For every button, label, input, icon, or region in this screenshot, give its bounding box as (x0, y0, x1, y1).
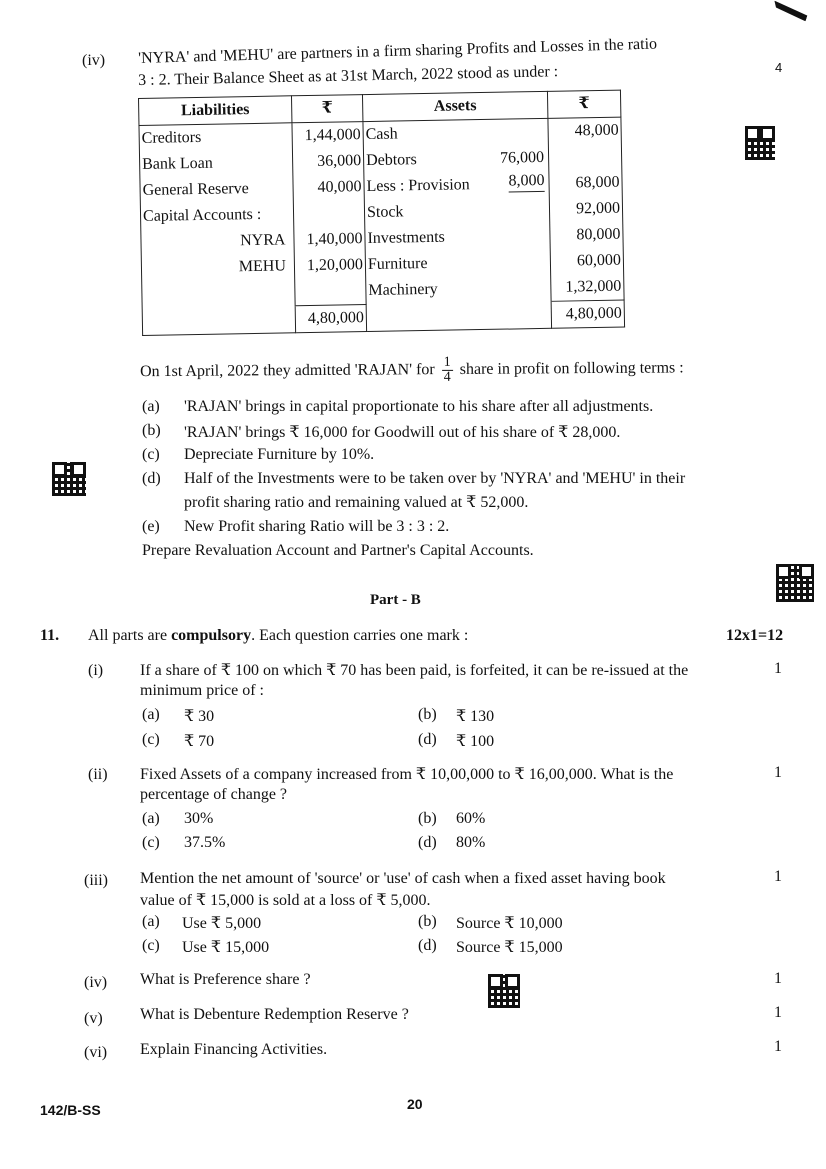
assets-total: 4,80,000 (551, 300, 624, 328)
sub-question-number: (v) (84, 1010, 103, 1027)
rupee-header: ₹ (291, 95, 362, 123)
liability-amount: 1,44,000 (304, 126, 361, 145)
asset-label: Furniture (367, 254, 428, 274)
sub-question-text: value of ₹ 15,000 is sold at a loss of ₹ 5,000. (140, 892, 431, 909)
question-text: 3 : 2. Their Balance Sheet as at 31st March, 2022 stood as under : (138, 63, 559, 89)
question-text (88, 627, 468, 645)
list-item (142, 518, 534, 542)
liability-amount: 40,000 (317, 178, 362, 196)
liabilities-column (139, 123, 295, 309)
liabilities-total: 4,80,000 (295, 305, 366, 333)
admission-intro (140, 354, 684, 387)
option-label: (a) (142, 706, 160, 723)
option-text: Source ₹ 15,000 (456, 939, 563, 956)
term-text: 'RAJAN' brings in capital proportionate to his share after all adjustments. (184, 398, 654, 415)
sub-question-number: (iii) (84, 872, 108, 889)
option-label: (d) (418, 834, 437, 851)
term-text: 'RAJAN' brings ₹ 16,000 for Goodwill out of his share of ₹ 28,000. (184, 424, 621, 441)
sub-question-text: What is Debenture Redemption Reserve ? (140, 1006, 409, 1023)
q11-text-bold: compulsory (171, 627, 252, 644)
question-text: 'NYRA' and 'MEHU' are partners in a firm sharing Profits and Losses in the ratio (138, 35, 658, 67)
admission-terms-list (142, 398, 686, 560)
rupee-header: ₹ (547, 90, 620, 118)
sub-question-mark: 1 (774, 868, 782, 885)
sub-question-text: percentage of change ? (140, 786, 288, 803)
option-label: (b) (418, 913, 437, 930)
fraction-numerator: 1 (442, 356, 453, 371)
asset-amount: 80,000 (576, 225, 621, 244)
instruction-text: Prepare Revaluation Account and Partner's Capital Accounts. (142, 542, 534, 559)
term-text: profit sharing ratio and remaining valued at ₹ 52,000. (184, 494, 529, 511)
option-label: (d) (418, 937, 437, 954)
term-text: Half of the Investments were to be taken over by 'NYRA' and 'MEHU' in their (184, 470, 686, 487)
sub-question-mark: 1 (774, 1004, 782, 1021)
list-item (142, 492, 534, 518)
option-text: 80% (456, 834, 486, 851)
question-number: (iv) (82, 52, 106, 69)
list-item (142, 446, 534, 470)
balance-sheet-table (138, 90, 625, 336)
qr-code-icon (488, 974, 520, 1008)
term-label: (d) (142, 470, 161, 487)
qr-code-icon (745, 126, 775, 160)
page-number: 20 (407, 1096, 423, 1112)
term-label: (e) (142, 518, 160, 535)
question-marks: 12x1=12 (726, 627, 784, 644)
question-marks: 4 (775, 60, 783, 75)
assets-column (363, 118, 551, 304)
sub-question-text: If a share of ₹ 100 on which ₹ 70 has been paid, is forfeited, it can be re-issued at the (140, 662, 689, 679)
term-label: (b) (142, 422, 161, 439)
assets-amount-column (548, 117, 624, 301)
qr-code-icon (776, 564, 814, 602)
term-label: (a) (142, 398, 160, 415)
asset-label: Debtors (365, 151, 417, 170)
liability-amount: 36,000 (316, 152, 362, 170)
sub-question-number: (vi) (84, 1044, 108, 1061)
sub-question-mark: 1 (774, 1038, 782, 1055)
option-label: (a) (142, 913, 160, 930)
option-label: (c) (142, 937, 160, 954)
option-label: (c) (142, 834, 160, 851)
option-text: 37.5% (184, 834, 226, 851)
liability-label: NYRA (240, 231, 286, 250)
admission-intro-post: share in profit on following terms : (459, 359, 684, 378)
option-text: Use ₹ 5,000 (182, 915, 262, 932)
list-item (142, 398, 654, 422)
option-label: (b) (418, 706, 437, 723)
sub-question-number: (ii) (88, 766, 108, 783)
assets-header: Assets (362, 91, 547, 121)
option-text: 30% (184, 810, 214, 827)
option-text: Use ₹ 15,000 (182, 939, 270, 956)
asset-sub-amount: 76,000 (499, 148, 545, 167)
asset-label: Machinery (368, 280, 438, 300)
asset-label: Cash (365, 125, 398, 144)
liability-amount: 1,40,000 (306, 230, 363, 249)
liabilities-header: Liabilities (139, 96, 292, 126)
option-label: (a) (142, 810, 160, 827)
option-text: ₹ 130 (456, 708, 495, 725)
liability-label: Capital Accounts : (142, 205, 262, 225)
liability-label: Bank Loan (142, 154, 213, 173)
option-text: ₹ 30 (184, 708, 215, 725)
sub-question-text: Explain Financing Activities. (140, 1041, 328, 1058)
sub-question-number: (iv) (84, 974, 108, 991)
asset-amount: 92,000 (575, 199, 621, 218)
paper-code: 142/B-SS (40, 1102, 101, 1118)
admission-intro-pre: On 1st April, 2022 they admitted 'RAJAN' for (140, 361, 435, 381)
sub-question-mark: 1 (774, 970, 782, 987)
option-text: Source ₹ 10,000 (456, 915, 563, 932)
liability-label: General Reserve (142, 180, 249, 199)
liability-label: MEHU (238, 257, 287, 276)
liability-label: Creditors (141, 128, 202, 147)
asset-amount: 60,000 (576, 251, 622, 270)
sub-question-number: (i) (88, 662, 104, 679)
sub-question-text: minimum price of : (140, 682, 264, 699)
list-item (142, 422, 621, 446)
option-text: ₹ 100 (456, 733, 495, 750)
asset-label: Investments (367, 228, 445, 248)
option-text: 60% (456, 810, 486, 827)
fraction (442, 356, 453, 385)
section-heading: Part - B (370, 592, 421, 608)
q11-text-pre: All parts are (88, 627, 168, 644)
liabilities-amount-column (292, 122, 366, 306)
term-text: New Profit sharing Ratio will be 3 : 3 : 2. (184, 518, 450, 535)
asset-sub-amount: 8,000 (508, 171, 544, 193)
sub-question-mark: 1 (774, 660, 782, 677)
question-number: 11. (40, 627, 60, 644)
list-item (142, 470, 686, 492)
liability-amount: 1,20,000 (306, 256, 364, 275)
fraction-denominator: 4 (443, 369, 451, 385)
asset-amount: 68,000 (575, 173, 620, 192)
asset-amount: 1,32,000 (565, 277, 622, 296)
option-label: (c) (142, 731, 160, 748)
asset-label: Less : Provision (366, 176, 470, 196)
sub-question-text: Fixed Assets of a company increased from ₹ 10,00,000 to ₹ 16,00,000. What is the (140, 766, 674, 783)
term-text: Depreciate Furniture by 10%. (184, 446, 375, 463)
asset-amount: 48,000 (574, 121, 619, 140)
option-label: (b) (418, 810, 437, 827)
sub-question-mark: 1 (774, 764, 782, 781)
qr-code-icon (52, 462, 86, 496)
corner-mark (771, 1, 808, 22)
sub-question-text: Mention the net amount of 'source' or 'use' of cash when a fixed asset having book (140, 870, 666, 887)
term-label: (c) (142, 446, 160, 463)
option-label: (d) (418, 731, 437, 748)
q11-text-post: . Each question carries one mark : (251, 627, 469, 644)
sub-question-text: What is Preference share ? (140, 971, 311, 988)
option-text: ₹ 70 (184, 733, 215, 750)
asset-label: Stock (366, 203, 404, 222)
